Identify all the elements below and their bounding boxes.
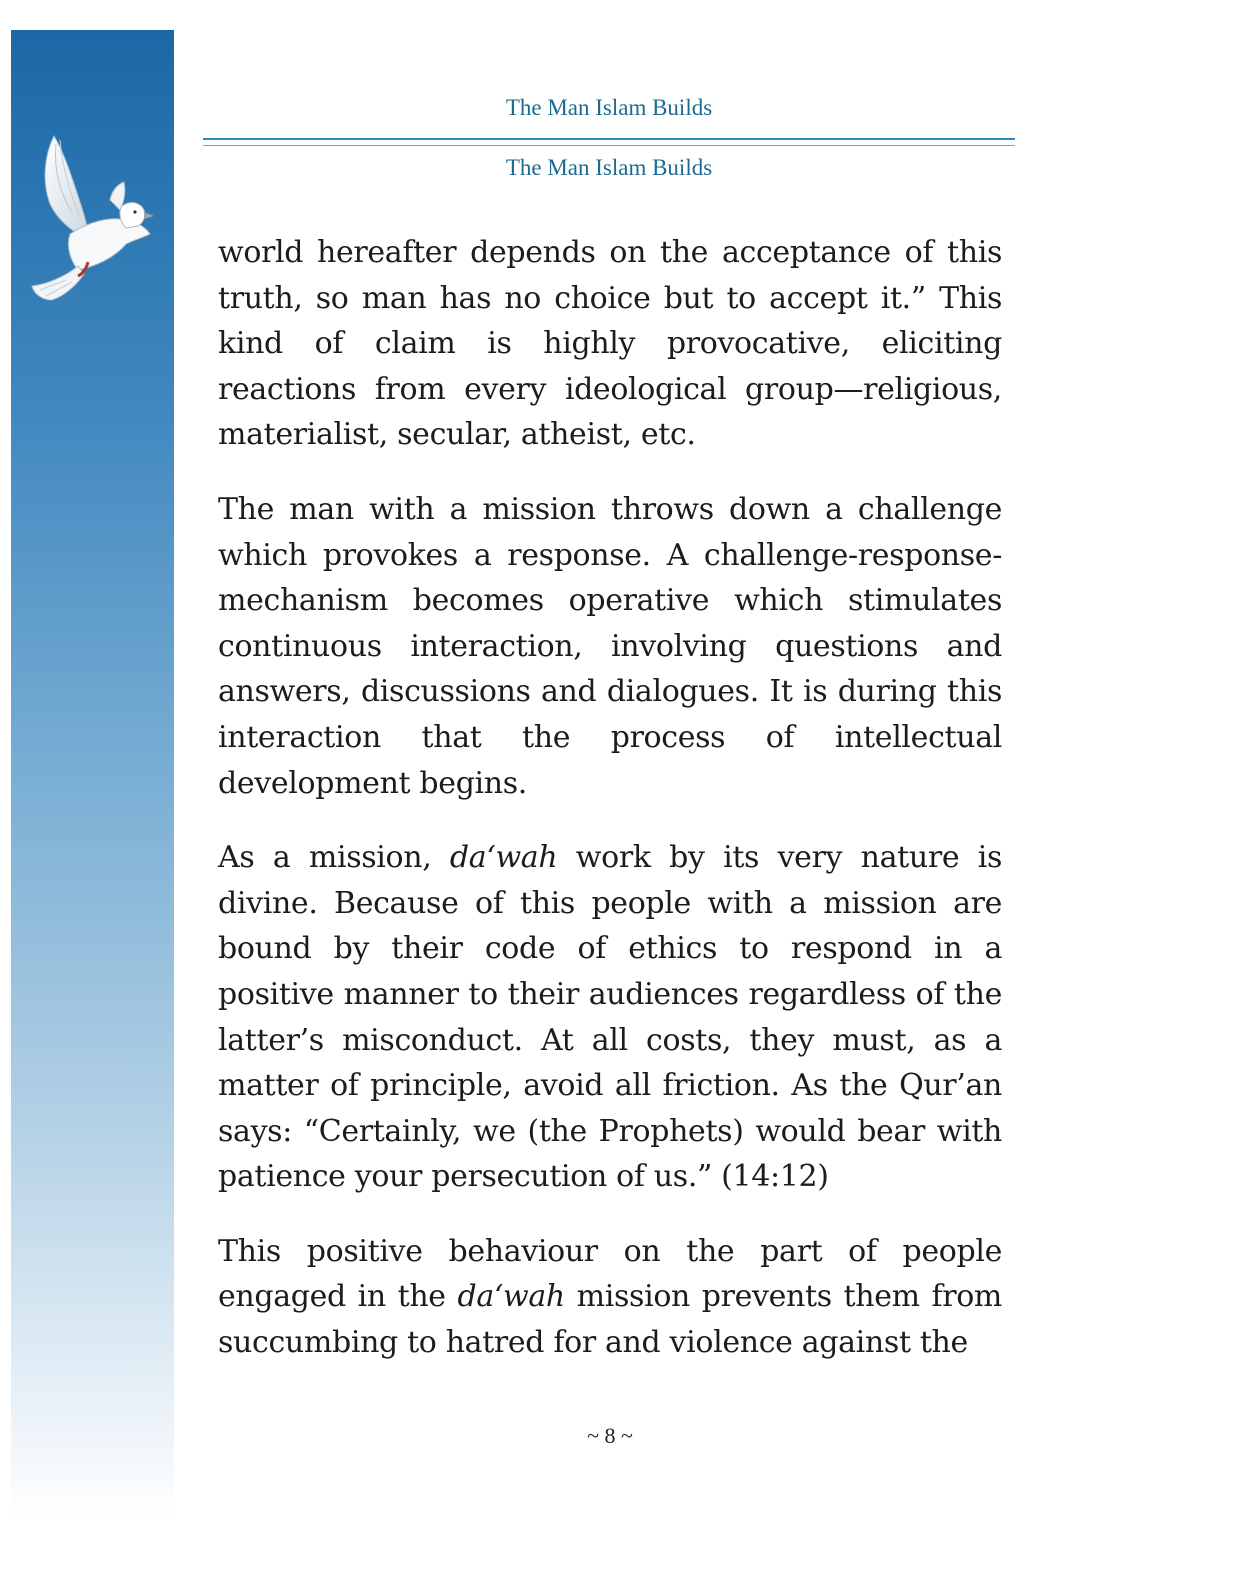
paragraph-3 <box>218 835 1002 1200</box>
paragraph-2: The man with a mission throws down a challenge which provokes a response. A challenge-response-mechanism becomes operative which stimulates continuous interaction, involving questions and answers, discussions and dialogues. It is during this interaction that the process of intellectual development begins. <box>218 491 1002 801</box>
page-number: ~ 8 ~ <box>587 1423 633 1448</box>
dawah-term: da‘wah <box>457 1279 565 1315</box>
paragraph-1: world hereafter depends on the acceptance of this truth, so man has no choice but to accept it.” This kind of claim is highly provocative, eliciting reactions from every ideological group—religious, materialist, secular, atheist, etc. <box>218 235 1002 453</box>
paragraph-4 <box>218 1229 1002 1366</box>
paragraph-3-lead: As a mission, <box>218 840 450 876</box>
running-head-bottom: The Man Islam Builds <box>505 155 713 180</box>
dawah-term: da‘wah <box>449 840 558 876</box>
running-head-top: The Man Islam Builds <box>505 95 713 120</box>
paragraph-3-rest: work by its very nature is divine. Because of this people with a mission are bound by their code of ethics to respond in a positive manner to their audiences regardless of the latter’s misconduct. At all costs, they must, as a matter of principle, avoid all friction. As the Qur’an says: “Certainly, we (the Prophets) would bear with patience your persecution of us.” (14:12) <box>218 840 1002 1195</box>
body-text <box>218 230 1002 1395</box>
paragraph-4-lead: This positive behaviour on the part of people engaged in the <box>218 1233 1002 1315</box>
header-rule <box>203 138 1015 140</box>
header-rule-thin <box>203 145 1015 146</box>
dove-icon <box>26 130 156 305</box>
paragraph-4-rest: mission prevents them from succumbing to hatred for and violence against the <box>218 1279 1003 1361</box>
